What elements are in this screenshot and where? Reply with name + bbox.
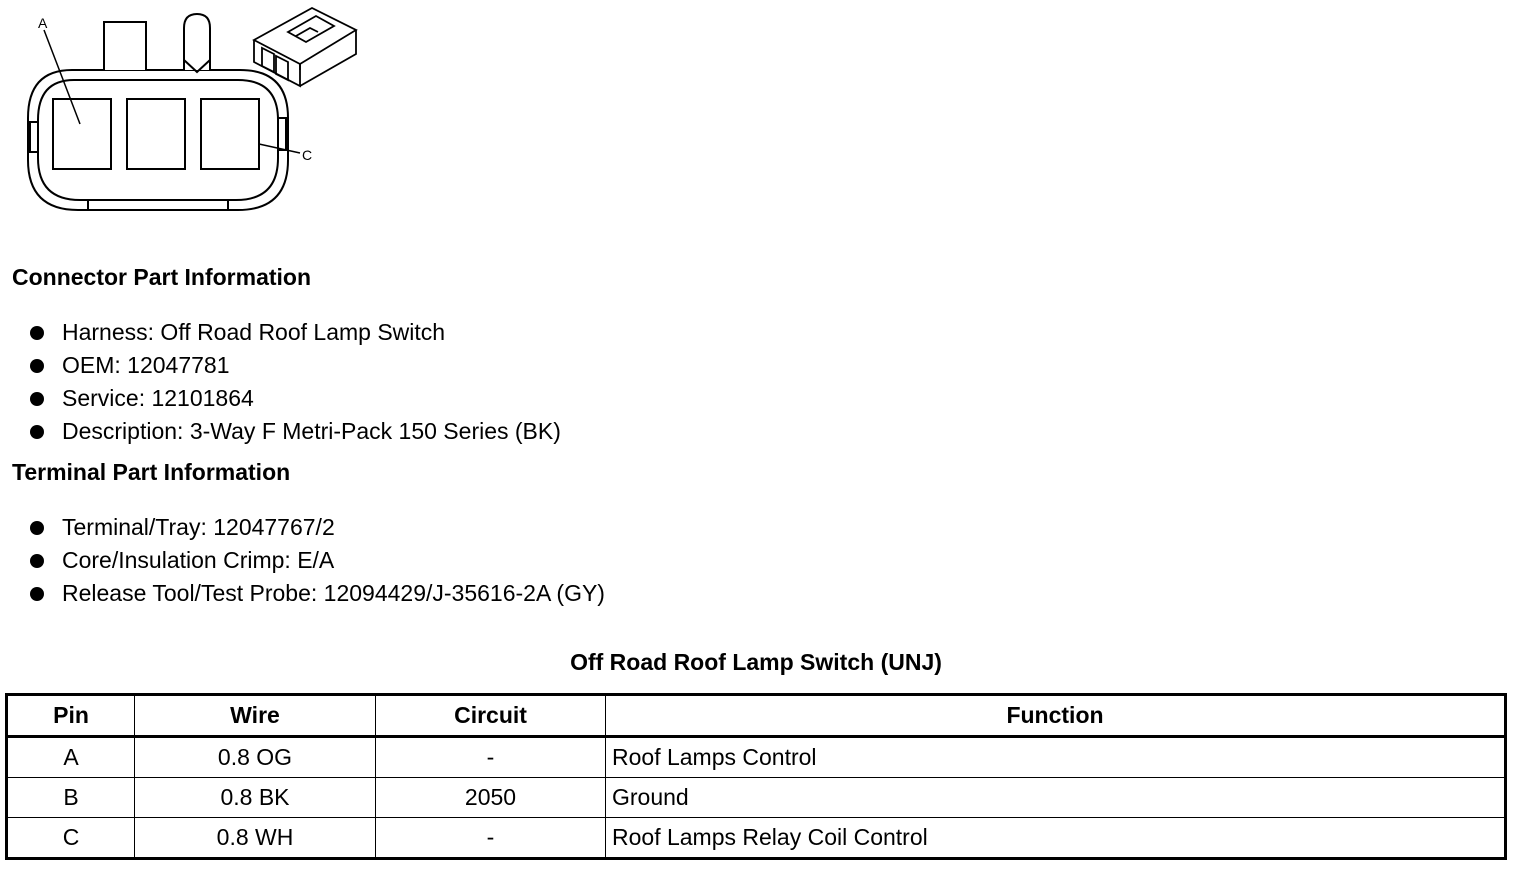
connector-face-diagram (0, 0, 380, 220)
cell-function: Ground (606, 778, 1506, 818)
cell-circuit: - (376, 818, 606, 859)
list-item (0, 316, 561, 349)
cell-wire: 0.8 WH (135, 818, 376, 859)
cell-pin: C (7, 818, 135, 859)
connector-info-title: Connector Part Information (12, 264, 312, 290)
table-header-row (7, 695, 1506, 737)
table-row (7, 778, 1506, 818)
bullet-icon (30, 587, 44, 601)
terminal-info-list (0, 511, 605, 610)
bullet-icon (30, 521, 44, 535)
cell-wire: 0.8 OG (135, 737, 376, 778)
list-item (0, 511, 605, 544)
bullet-icon (30, 425, 44, 439)
list-item (0, 415, 561, 448)
cell-pin: B (7, 778, 135, 818)
terminal-info-title: Terminal Part Information (12, 459, 291, 485)
table-row (7, 818, 1506, 859)
bullet-icon (30, 392, 44, 406)
list-item (0, 349, 561, 382)
cell-function: Roof Lamps Control (606, 737, 1506, 778)
cell-circuit: - (376, 737, 606, 778)
pin-table (5, 693, 1507, 860)
cell-wire: 0.8 BK (135, 778, 376, 818)
bullet-icon (30, 554, 44, 568)
header-wire: Wire (135, 695, 376, 737)
terminal-info-crimp: Core/Insulation Crimp: E/A (62, 547, 335, 573)
terminal-info-tray: Terminal/Tray: 12047767/2 (62, 514, 335, 540)
list-item (0, 577, 605, 610)
connector-info-list (0, 316, 561, 448)
pin-c-label: C (302, 147, 313, 163)
table-row (7, 737, 1506, 778)
cell-function: Roof Lamps Relay Coil Control (606, 818, 1506, 859)
list-item (0, 544, 605, 577)
cell-pin: A (7, 737, 135, 778)
terminal-info-tool: Release Tool/Test Probe: 12094429/J-35616-2A (GY) (62, 580, 605, 606)
connector-info-harness: Harness: Off Road Roof Lamp Switch (62, 319, 446, 345)
pin-a-label: A (38, 15, 48, 31)
header-circuit: Circuit (376, 695, 606, 737)
bullet-icon (30, 359, 44, 373)
header-pin: Pin (7, 695, 135, 737)
connector-info-description: Description: 3-Way F Metri-Pack 150 Series (BK) (62, 418, 561, 444)
cell-circuit: 2050 (376, 778, 606, 818)
list-item (0, 382, 561, 415)
connector-info-service: Service: 12101864 (62, 385, 254, 411)
connector-info-oem: OEM: 12047781 (62, 352, 230, 378)
bullet-icon (30, 326, 44, 340)
pin-table-title: Off Road Roof Lamp Switch (UNJ) (570, 649, 942, 675)
header-function: Function (606, 695, 1506, 737)
